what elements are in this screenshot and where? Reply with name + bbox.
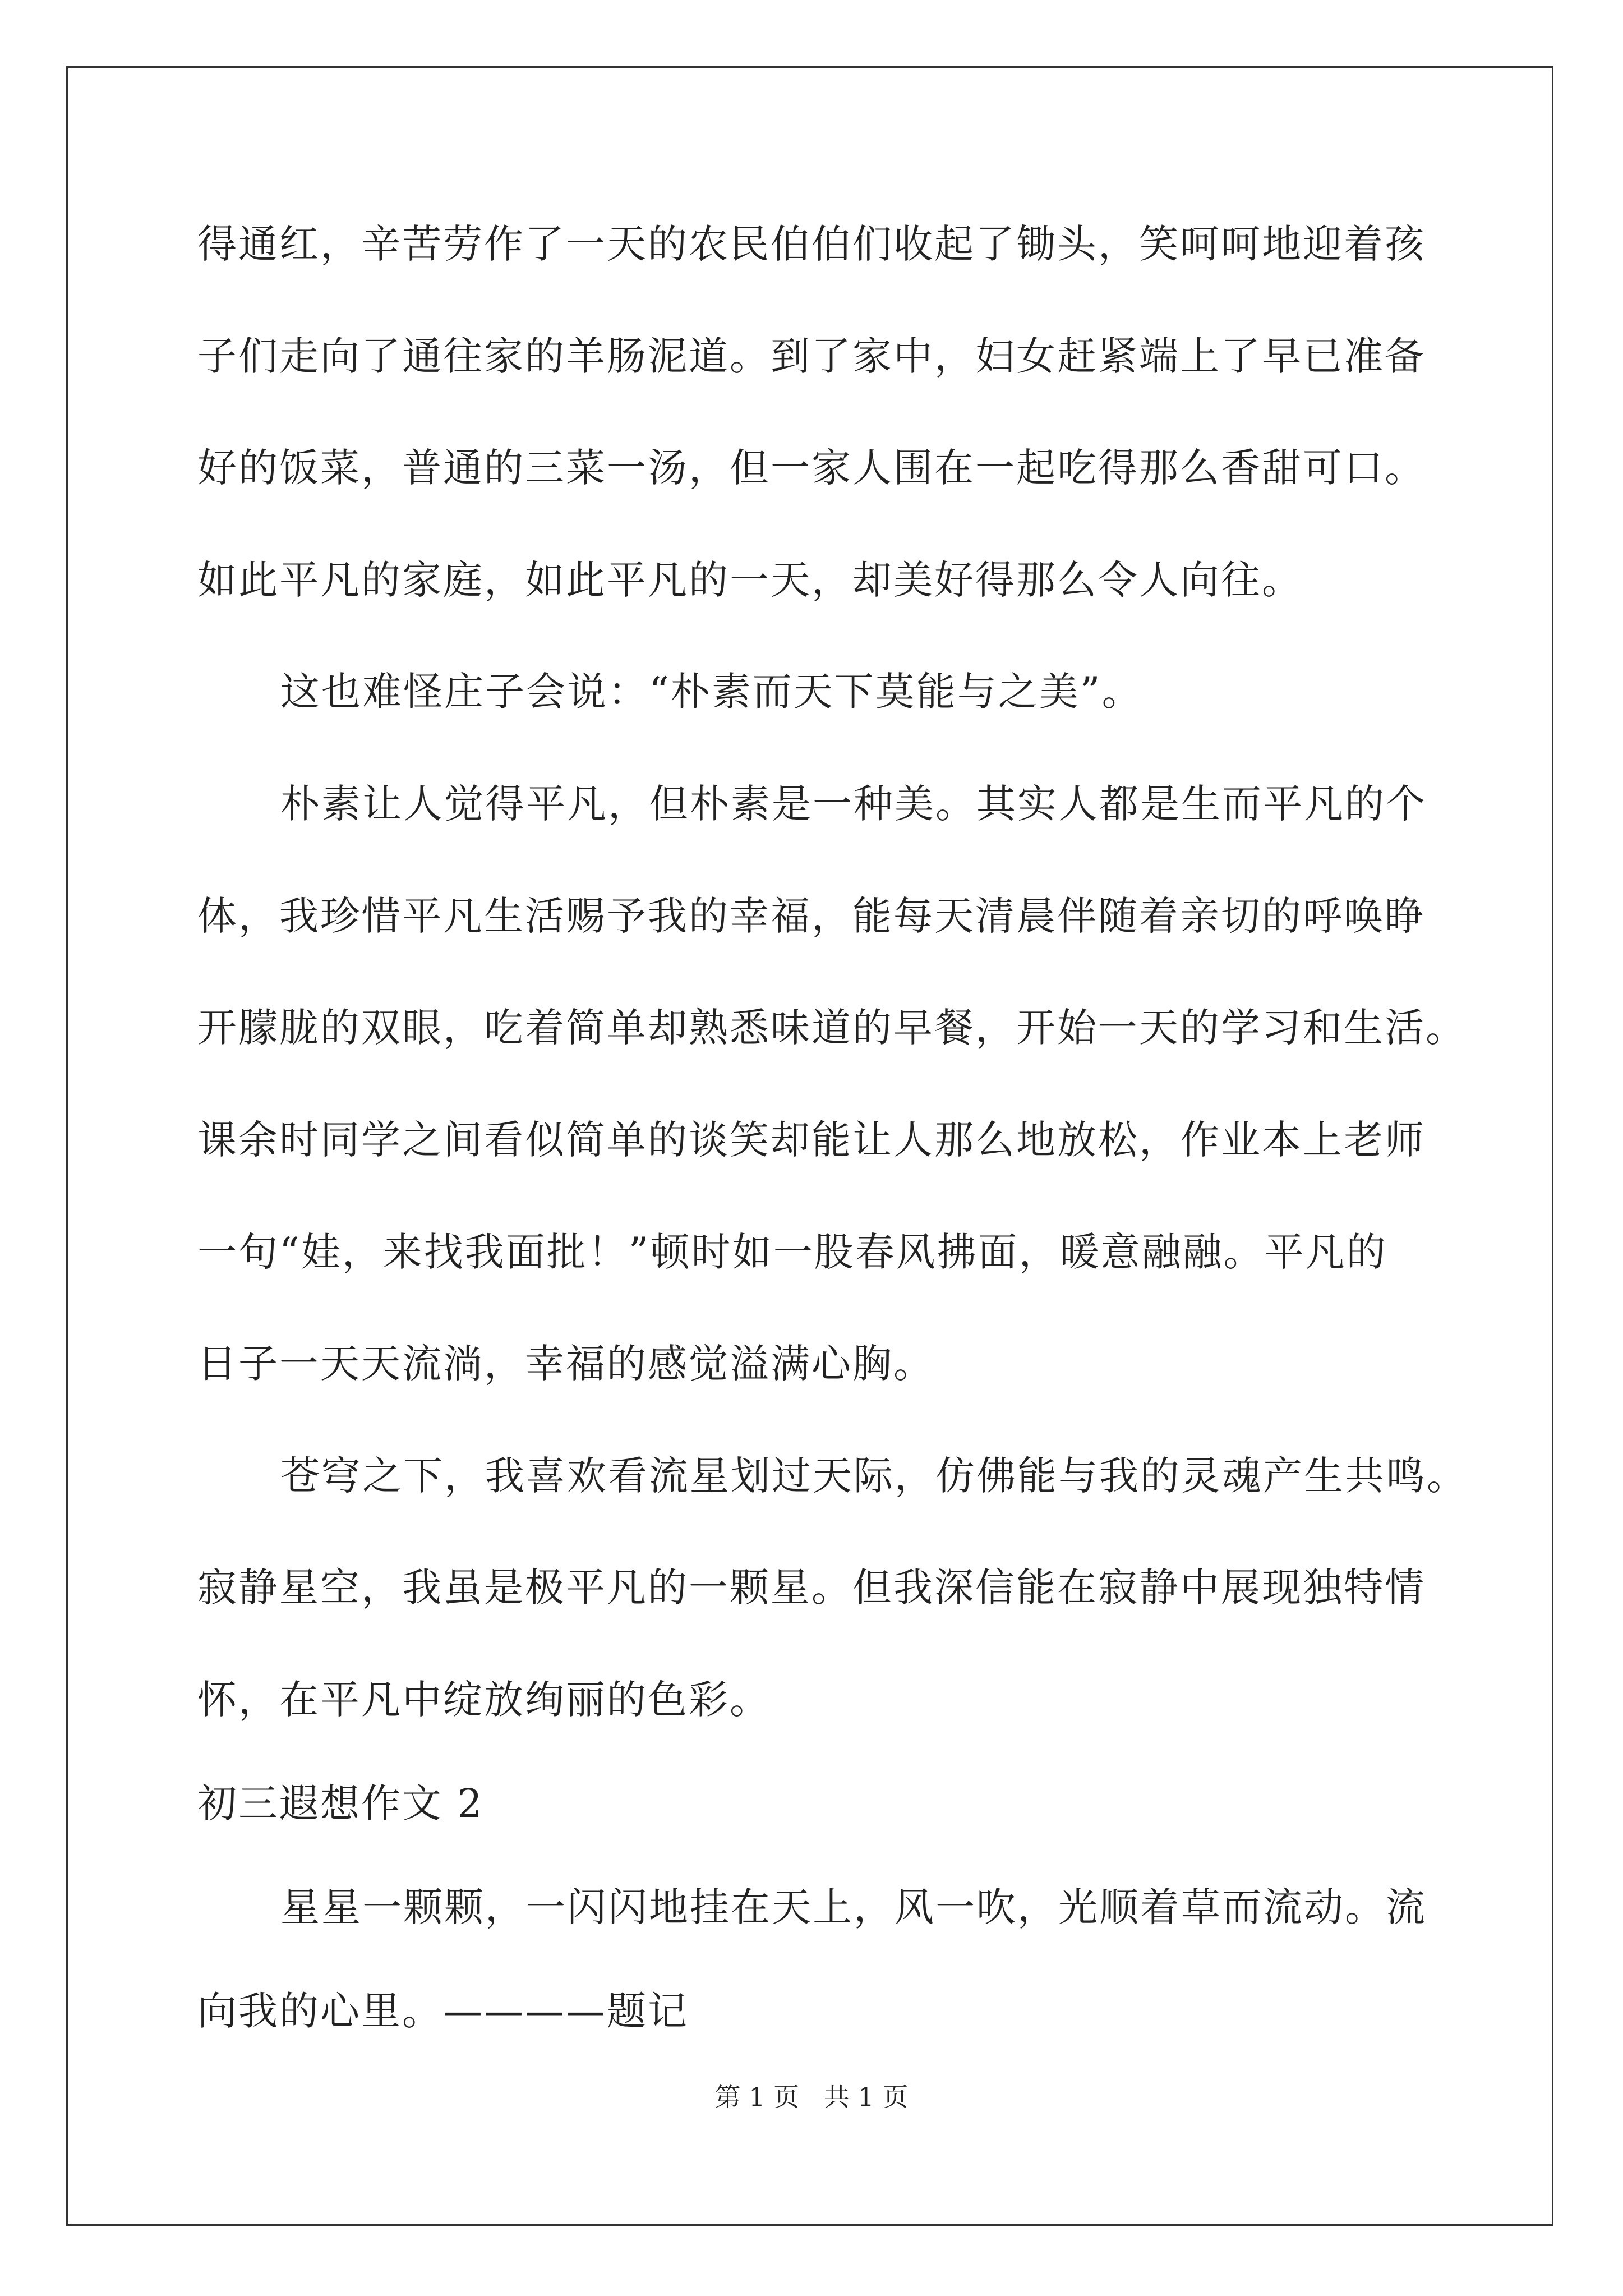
section-heading: 初三遐想作文 2	[197, 1780, 484, 1826]
text-line: 好的饭菜，普通的三菜一汤，但一家人围在一起吃得那么香甜可口。	[197, 445, 1426, 491]
text-line: 这也难怪庄子会说：“朴素而天下莫能与之美”。	[280, 669, 1143, 715]
text-line: 开朦胧的双眼，吃着简单却熟悉味道的早餐，开始一天的学习和生活。	[197, 1005, 1467, 1051]
text-line: 朴素让人觉得平凡，但朴素是一种美。其实人都是生而平凡的个	[280, 781, 1427, 827]
text-line: 苍穹之下，我喜欢看流星划过天际，仿佛能与我的灵魂产生共鸣。	[280, 1453, 1468, 1499]
text-line: 子们走向了通往家的羊肠泥道。到了家中，妇女赶紧端上了早已准备	[197, 333, 1426, 379]
text-line: 寂静星空，我虽是极平凡的一颗星。但我深信能在寂静中展现独特情	[197, 1565, 1426, 1611]
page-footer: 第 1 页 共 1 页	[714, 2082, 909, 2112]
text-line: 体，我珍惜平凡生活赐予我的幸福，能每天清晨伴随着亲切的呼唤睁	[197, 893, 1426, 939]
text-line: 星星一颗颗，一闪闪地挂在天上，风一吹，光顺着草而流动。流	[280, 1884, 1427, 1930]
text-line: 课余时同学之间看似简单的谈笑却能让人那么地放松，作业本上老师	[197, 1117, 1426, 1163]
text-line: 向我的心里。————题记	[197, 1988, 689, 2034]
text-line: 怀，在平凡中绽放绚丽的色彩。	[197, 1677, 771, 1723]
text-line: 得通红，辛苦劳作了一天的农民伯伯们收起了锄头，笑呵呵地迎着孩	[197, 221, 1426, 267]
text-line: 如此平凡的家庭，如此平凡的一天，却美好得那么令人向往。	[197, 557, 1303, 603]
text-line: 一句“娃，来找我面批！”顿时如一股春风拂面，暖意融融。平凡的	[197, 1229, 1387, 1275]
text-line: 日子一天天流淌，幸福的感觉溢满心胸。	[197, 1341, 934, 1387]
